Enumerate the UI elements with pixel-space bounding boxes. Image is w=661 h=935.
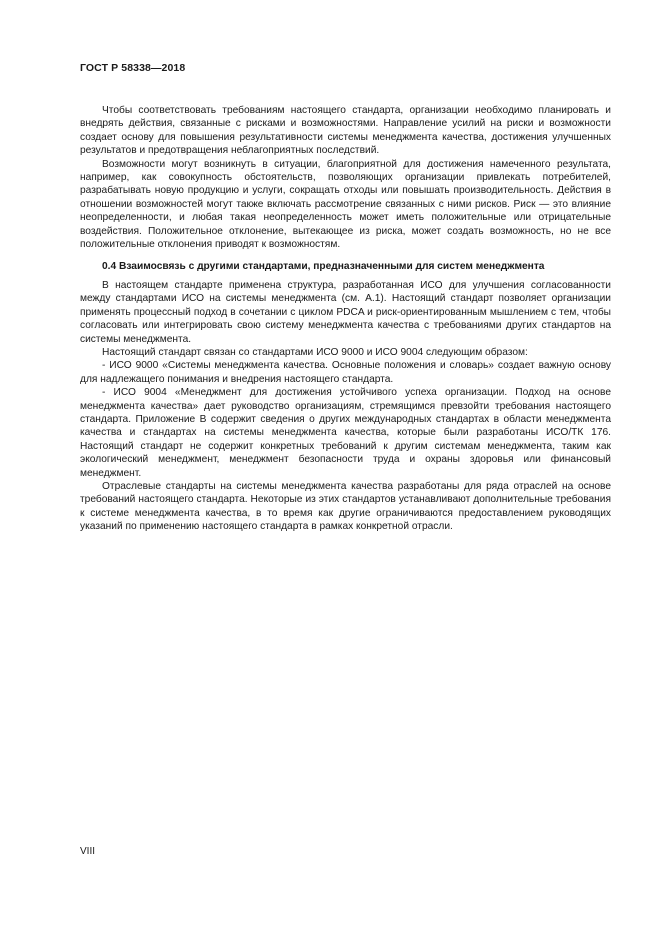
list-item-iso-9000: - ИСО 9000 «Системы менеджмента качества. Основные положения и словарь» создает важную основу для надлежащего понимания и внедрения настоящего стандарта.	[80, 360, 611, 385]
list-item-iso-9004: - ИСО 9004 «Менеджмент для достижения устойчивого успеха организации. Подход на основе менеджмента качества» дает руководство организациям, стремящимся превзойти требования настоящего стандарта. Приложение В содержит сведения о других международных стандартах в области менеджмента качества и стандартах на системы менеджмента качества, которые были разработаны ИСО/ТК 176. Настоящий стандарт не содержит конкретных требований к другим системам менеджмента, таким как экологический менеджмент, менеджмент безопасности труда и охраны здоровья или финансовый менеджмент.	[80, 387, 611, 479]
section-heading: 0.4 Взаимосвязь с другими стандартами, предназначенными для систем менеджмента	[102, 261, 545, 273]
paragraph-risks-opportunities: Чтобы соответствовать требованиям настоящего стандарта, организации необходимо планировать и внедрять действия, связанные с рисками и возможностями. Направление усилий на риски и возможности создает основу для повышения результативности системы менеджмента качества, достижения улучшенных результатов и предотвращения неблагоприятных последствий.	[80, 105, 611, 157]
page-header-standard-code: ГОСТ Р 58338—2018	[80, 62, 186, 74]
paragraph-related-standards: Настоящий стандарт связан со стандартами ИСО 9000 и ИСО 9004 следующим образом:	[102, 346, 528, 358]
page-number: VIII	[80, 846, 96, 857]
paragraph-structure: В настоящем стандарте применена структура, разработанная ИСО для улучшения согласованности между стандартами ИСО на системы менеджмента (см. А.1). Настоящий стандарт позволяет организации применять процессный подход в сочетании с циклом PDCA и риск-ориентированным мышлением с тем, чтобы согласовать или интегрировать свою систему менеджмента качества с требованиями других стандартов на системы менеджмента.	[80, 279, 611, 345]
paragraph-opportunities: Возможности могут возникнуть в ситуации, благоприятной для достижения намеченного результата, например, как совокупность обстоятельств, позволяющих организации привлекать потребителей, разрабатывать новую продукцию и услуги, сокращать отходы или повышать производительность. Действия в отношении возможностей могут также включать рассмотрение связанных с ними рисков. Риск — это влияние неопределенности, и любая такая неопределенность может иметь положительные или отрицательные воздействия. Положительное отклонение, вытекающее из риска, может создать возможность, но не все положительные отклонения приводят к возможностям.	[80, 158, 611, 251]
document-body	[80, 104, 611, 534]
paragraph-sector-standards: Отраслевые стандарты на системы менеджмента качества разработаны для ряда отраслей на основе требований настоящего стандарта. Некоторые из этих стандартов устанавливают дополнительные требования к системе менеджмента качества, в то время как другие ограничиваются предоставлением руководящих указаний по применению настоящего стандарта в рамках конкретной отрасли.	[80, 480, 611, 533]
